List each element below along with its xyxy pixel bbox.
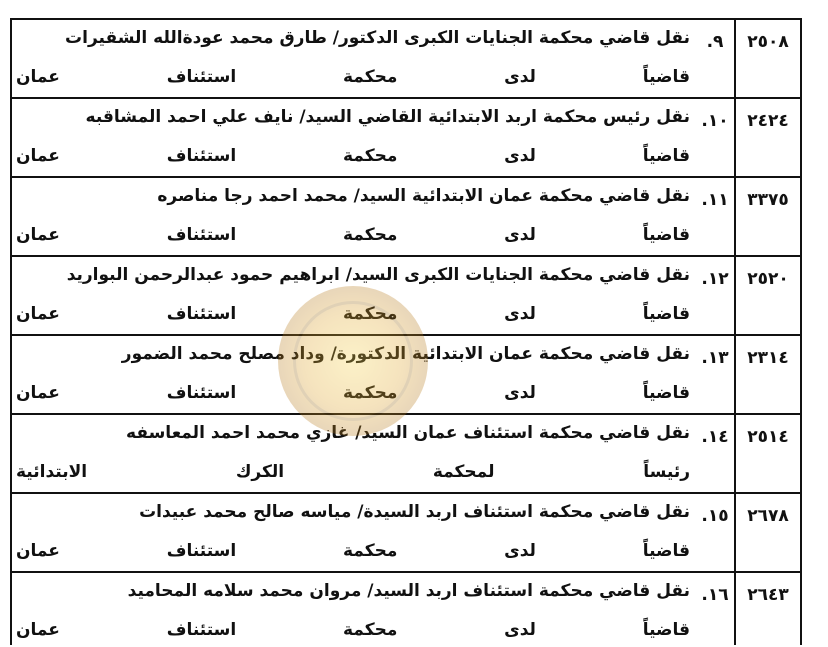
judge-code: ٢٥١٤: [734, 415, 800, 492]
decision-line-1: نقل قاضي محكمة استئناف اربد السيدة/ مياسه صالح محمد عبيدات: [139, 502, 690, 522]
table-row: [12, 573, 800, 645]
decision-text: [12, 573, 696, 645]
decision-line-2: قاضياً لدى محكمة استئناف عمان: [16, 383, 690, 403]
decision-line-1: نقل قاضي محكمة الجنايات الكبرى السيد/ ابراهيم حمود عبدالرحمن البواريد: [66, 265, 690, 285]
decision-line-2: قاضياً لدى محكمة استئناف عمان: [16, 541, 690, 561]
item-number: ٩.: [706, 32, 724, 52]
decision-line-1: نقل قاضي محكمة عمان الابتدائية السيد/ محمد احمد رجا مناصره: [157, 186, 690, 206]
decision-line-2: قاضياً لدى محكمة استئناف عمان: [16, 146, 690, 166]
decision-line-2: قاضياً لدى محكمة استئناف عمان: [16, 304, 690, 324]
item-number: ١٦.: [701, 585, 729, 605]
decision-line-1: نقل قاضي محكمة استئناف عمان السيد/ غازي محمد احمد المعاسفه: [126, 423, 690, 443]
judge-code: ٢٥٢٠: [734, 257, 800, 334]
decision-line-2: قاضياً لدى محكمة استئناف عمان: [16, 620, 690, 640]
table-row: [12, 415, 800, 494]
item-number: ١٤.: [701, 427, 729, 447]
decision-text: [12, 178, 696, 255]
table-row: [12, 494, 800, 573]
judge-code: ٣٣٧٥: [734, 178, 800, 255]
table-row: [12, 178, 800, 257]
seal-ring: [293, 301, 413, 421]
item-number: ١٥.: [701, 506, 729, 526]
decision-line-1: نقل قاضي محكمة الجنايات الكبرى الدكتور/ طارق محمد عودةالله الشقيرات: [65, 28, 690, 48]
decision-line-1: نقل قاضي محكمة عمان الابتدائية الدكتورة/ وداد مصلح محمد الضمور: [121, 344, 690, 364]
item-number: ١٣.: [701, 348, 729, 368]
decision-line-2: قاضياً لدى محكمة استئناف عمان: [16, 67, 690, 87]
judge-code: ٢٤٢٤: [734, 99, 800, 176]
decision-line-2: رئيساً لمحكمة الكرك الابتدائية: [16, 462, 690, 482]
decision-text: [12, 99, 696, 176]
decision-text: [12, 20, 696, 97]
judge-code: ٢٦٤٣: [734, 573, 800, 645]
judge-code: ٢٣١٤: [734, 336, 800, 413]
judge-code: ٢٥٠٨: [734, 20, 800, 97]
decision-line-1: نقل رئيس محكمة اربد الابتدائية القاضي السيد/ نايف علي احمد المشاقبه: [85, 107, 690, 127]
decision-line-2: قاضياً لدى محكمة استئناف عمان: [16, 225, 690, 245]
table-row: [12, 20, 800, 99]
table-row: [12, 99, 800, 178]
judge-code: ٢٦٧٨: [734, 494, 800, 571]
watermark-seal-icon: [278, 286, 428, 436]
item-number: ١٢.: [701, 269, 729, 289]
item-number: ١٠.: [701, 111, 729, 131]
decision-line-1: نقل قاضي محكمة استئناف اربد السيد/ مروان محمد سلامه المحاميد: [127, 581, 690, 601]
decision-text: [12, 494, 696, 571]
item-number: ١١.: [701, 190, 729, 210]
